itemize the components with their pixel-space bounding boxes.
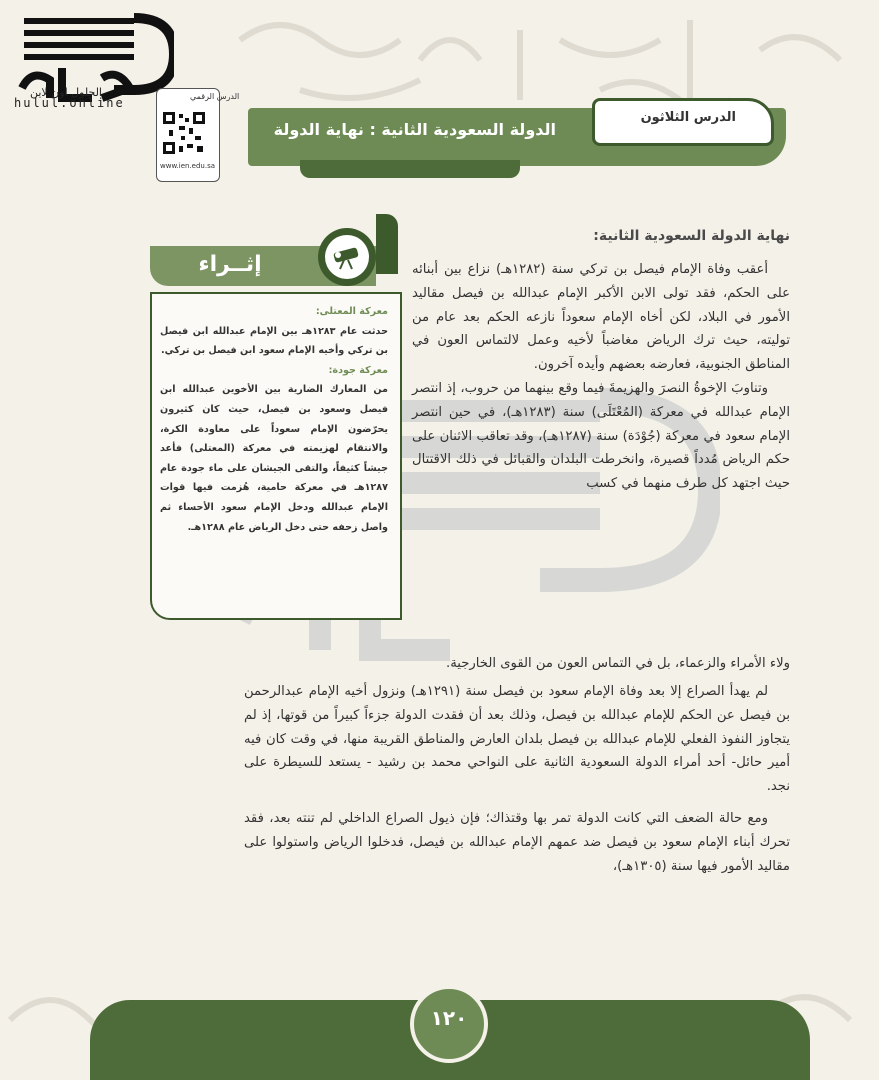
full-width-text — [244, 680, 790, 878]
qr-label: الدرس الرقمي — [190, 92, 240, 101]
qr-url: www.ien.edu.sa — [160, 162, 216, 170]
logo-latin-text: hulul.online — [14, 96, 125, 110]
enrichment-item-1-text: حدثت عام ١٢٨٣هـ بين الإمام عبدالله ابن فيصل بن تركي وأخيه الإمام سعود ابن فيصل بن تركي. — [160, 325, 388, 357]
enrichment-accent-bar — [376, 214, 398, 274]
enrichment-item-2-text: من المعارك الضارية بين الأخوين عبدالله ابن فيصل وسعود بن فيصل، حيث كان كثيرون يحرّضون الإمام سعوداً على معاودة الكرة، والانتقام لهزيمته في معركة (المعتلى) فأعد جيشاً كثيفاً، والتقى الجيشان على ماء جودة عام ١٢٨٧هـ في معركة حامية، هُزمت فيها قوات الإمام عبدالله ودخل الإمام سعود الأحساء ثم واصل زحفه حتى دخل الرياض عام ١٢٨٨هـ. — [160, 384, 388, 533]
enrichment-content — [160, 302, 388, 537]
banner-underline — [300, 160, 520, 178]
paragraph-4: ومع حالة الضعف التي كانت الدولة تمر بها وقتذاك؛ فإن ذيول الصراع الداخلي لم تنته بعد، فقد تحرك أبناء الإمام سعود بن فيصل ضد عمهم الإمام عبدالله بن فيصل، فدخلوا الرياض واستولوا على مقاليد الأمور فيها سنة (١٣٠٥هـ)، — [244, 810, 790, 874]
lesson-title: الدولة السعودية الثانية : نهاية الدولة — [273, 120, 556, 139]
enrichment-title: إثــراء — [198, 252, 262, 277]
column-text — [412, 258, 790, 496]
section-heading: نهاية الدولة السعودية الثانية: — [593, 228, 790, 244]
page-number: ١٢٠ — [430, 1006, 468, 1030]
paragraph-2-continuation: ولاء الأمراء والزعماء، بل في التماس العون من القوى الخارجية. — [446, 656, 790, 671]
site-logo — [14, 8, 174, 128]
paragraph-2: وتناوبَ الإخوةُ النصرَ والهزيمةَ فيما وقع بينهما من حروب، إذ انتصر الإمام عبدالله في معركة (المُعْتَلَى) سنة (١٢٨٣هـ)، في حين انتصر الإمام سعود في معركة (جُوْدَة) سنة (١٢٨٧هـ)، وقد تعاقب الاثنان على حكم الرياض مُدداً قصيرة، وانخرطت البلدان والقبائل في ذلك الاقتتال حيث اجتهد كل طرف منهما في كسب — [412, 380, 790, 492]
paragraph-3: لم يهدأ الصراع إلا بعد وفاة الإمام سعود بن فيصل سنة (١٢٩١هـ) ونزول أخيه الإمام عبدالرحمن بن فيصل عن الحكم للإمام عبدالله بن فيصل، وذلك بعد أن فقدت الدولة جزءاً كبيراً من قوتها، إذ لم يتجاوز النفوذ الفعلي للإمام عبدالله بن فيصل بلدان العارض والمناطق القريبة منها، في وقت كان فيه أمير حائل- أحد أمراء الدولة السعودية الثانية على النواحي محمد بن رشيد - يستعد للسيطرة على نجد. — [244, 684, 790, 795]
paragraph-1: أعقب وفاة الإمام فيصل بن تركي سنة (١٢٨٢هـ) نزاع بين أبنائه على الحكم، فقد تولى الابن الأكبر الإمام عبدالله بن فيصل مقاليد الأمور في البلاد، لكن أخاه الإمام سعوداً نازعه الحكم بعد عام من توليته، حيث ترك الرياض مغاضباً لأخيه وعمل لالتماس العون في المناطق الجنوبية، فعارضه بعضهم وأيده آخرون. — [412, 262, 790, 373]
enrichment-item-2-title: معركة جودة: — [328, 364, 388, 376]
lesson-number-label: الدرس الثلاثون — [640, 110, 736, 125]
logo-arabic-text: الحلول اون لاين — [30, 86, 102, 99]
qr-code-icon[interactable] — [161, 110, 207, 156]
telescope-icon — [330, 244, 364, 270]
enrichment-item-1-title: معركة المعتلى: — [315, 306, 388, 317]
